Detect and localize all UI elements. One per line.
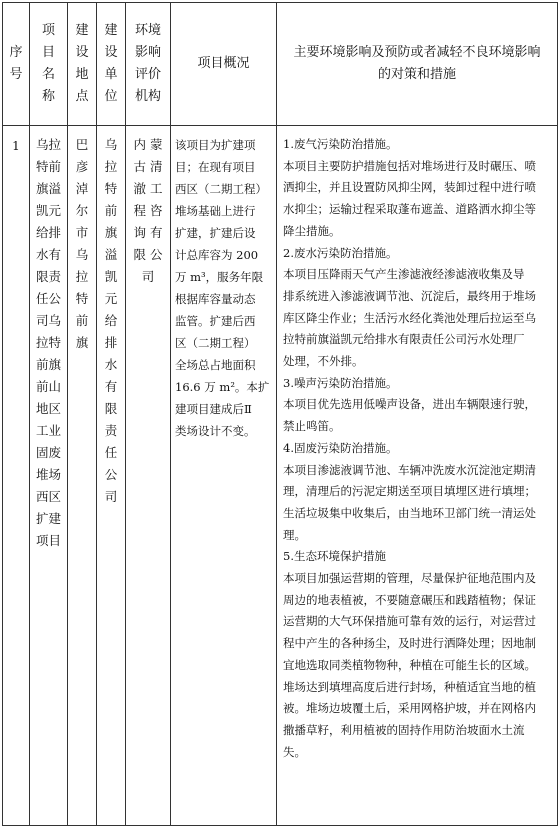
measure-line: 生活垃圾集中收集后，由当地环卫部门统一清运处	[283, 505, 536, 520]
measure-line: 理，清理后的污泥定期送至项目填埋区进行填埋；	[283, 484, 536, 499]
cell-measures	[277, 126, 558, 826]
cell-seq: 1	[3, 126, 30, 826]
project-table	[2, 2, 558, 826]
unit-char: 有	[104, 379, 118, 394]
header-overview: 项目概况	[171, 3, 277, 126]
measure-line: 1.废气污染防治措施。	[283, 137, 398, 151]
measure-line: 本项目加强运营期的管理，尽量保护征地范围内及	[283, 571, 536, 586]
location-char: 旗	[75, 335, 89, 350]
measure-line: 理。	[283, 527, 306, 542]
unit-char: 前	[104, 203, 118, 218]
header-project-name	[30, 3, 68, 126]
eia-agency-line: 司	[141, 269, 155, 284]
project-name-line: 限责	[35, 269, 61, 284]
eia-agency-line: 澈 工	[133, 181, 163, 196]
project-name-line: 给排	[35, 225, 61, 240]
measure-line: 5.生态环境保护措施	[283, 549, 386, 564]
header-char: 目	[41, 45, 55, 60]
eia-agency-line: 程 咨	[133, 203, 163, 218]
location-char: 尔	[75, 203, 89, 218]
measure-line: 被。堆场边坡覆土后，采用网格护坡，并在网格内	[283, 701, 536, 716]
header-char: 称	[41, 89, 55, 104]
header-char: 名	[41, 67, 55, 82]
project-name-line: 拉特	[35, 335, 61, 350]
unit-char: 司	[104, 489, 118, 504]
overview-line: 全场总占地面积	[175, 358, 256, 372]
project-name-line: 凯元	[35, 203, 61, 218]
location-char: 乌	[75, 247, 89, 262]
header-unit	[97, 3, 126, 126]
overview-line: 万 m³，服务年限	[175, 270, 264, 284]
cell-overview	[171, 126, 277, 826]
overview-line: 类场设计不变。	[175, 424, 256, 438]
measure-line: 运营期的大气环保措施可靠有效的运行，对运营过	[283, 614, 536, 629]
project-name-line: 工业	[35, 423, 61, 438]
project-name-line: 水有	[35, 247, 61, 262]
project-name-line: 司乌	[35, 313, 61, 328]
eia-agency-line: 内 蒙	[133, 137, 163, 152]
unit-char: 元	[104, 291, 118, 306]
measure-line: 失。	[283, 744, 306, 759]
header-char: 序	[9, 45, 23, 60]
project-name-line: 项目	[35, 533, 61, 548]
header-location	[68, 3, 97, 126]
header-char: 建	[104, 23, 118, 38]
unit-char: 任	[104, 445, 118, 460]
overview-line: 计总库容为 200	[175, 248, 259, 262]
cell-unit	[97, 126, 126, 826]
project-name-line: 前山	[35, 379, 61, 394]
unit-char: 公	[104, 467, 118, 482]
measure-line: 拉特前旗溢凯元给排水有限责任公司污水处理厂	[283, 332, 525, 347]
project-name-line: 前旗	[35, 357, 61, 372]
header-char: 设	[75, 45, 89, 60]
project-name-line: 旗溢	[35, 181, 61, 196]
location-char: 淖	[75, 181, 89, 196]
measure-line: 库区降尘作业；生活污水经化粪池处理后拉运至乌	[283, 310, 536, 325]
measure-line: 排系统进入渗滤液调节池、沉淀后，最终用于堆场	[283, 288, 536, 303]
measure-line: 降尘措施。	[283, 223, 341, 238]
measure-line: 程中产生的各种扬尘，及时进行洒降处理；因地制	[283, 636, 536, 651]
project-name-line: 地区	[35, 401, 61, 416]
header-char: 单	[104, 67, 118, 82]
measure-line: 撒播草籽，利用植被的固持作用防治坡面水土流	[283, 722, 525, 737]
unit-char: 给	[104, 313, 118, 328]
overview-line: 16.6 万 m²。本扩	[175, 380, 270, 394]
eia-agency-line: 古 清	[133, 159, 163, 174]
measure-line: 堆场达到填埋高度后进行封场，种植适宜当地的植	[283, 679, 536, 694]
cell-project-name	[30, 126, 68, 826]
measure-line: 2.废水污染防治措施。	[283, 245, 398, 260]
project-name-line: 堆场	[35, 467, 61, 482]
eia-agency-line: 限 公	[133, 247, 163, 262]
project-name-line: 西区	[35, 489, 61, 504]
header-measures: 主要环境影响及预防或者减轻不良环境影响的对策和措施	[277, 3, 558, 126]
unit-char: 水	[104, 357, 118, 372]
project-name-line: 乌拉	[35, 137, 61, 152]
location-char: 前	[75, 313, 89, 328]
cell-location	[68, 126, 97, 826]
location-char: 市	[75, 225, 89, 240]
unit-char: 特	[104, 181, 118, 196]
measure-line: 处理，不外排。	[283, 354, 364, 369]
measure-line: 禁止鸣笛。	[283, 419, 341, 434]
measure-line: 本项目优先选用低噪声设备，进出车辆限速行驶，	[283, 397, 536, 412]
unit-char: 责	[104, 423, 118, 438]
project-name-line: 扩建	[35, 511, 61, 526]
location-char: 特	[75, 291, 89, 306]
unit-char: 排	[104, 335, 118, 350]
location-char: 拉	[75, 269, 89, 284]
header-char: 地	[75, 67, 89, 82]
header-row	[3, 3, 558, 126]
project-name-line: 特前	[35, 159, 61, 174]
overview-line: 根据库容量动态	[175, 292, 256, 306]
unit-char: 乌	[104, 137, 118, 152]
overview-line: 目；在现有项目	[175, 160, 256, 174]
header-char: 建	[75, 23, 89, 38]
overview-line: 该项目为扩建项	[175, 138, 256, 152]
project-name-line: 固废	[35, 445, 61, 460]
header-char: 号	[9, 67, 23, 82]
overview-line: 西区（二期工程）	[175, 182, 267, 196]
measure-line: 周边的地表植被，不要随意碾压和践踏植物；保证	[283, 592, 536, 607]
header-char: 点	[75, 89, 89, 104]
overview-line: 扩建，扩建后设	[175, 226, 256, 240]
header-char: 设	[104, 45, 118, 60]
unit-char: 溢	[104, 247, 118, 262]
measure-line: 本项目压降雨天气产生渗滤液经渗滤液收集及导	[283, 267, 525, 282]
header-seq	[3, 3, 30, 126]
eia-agency-line: 询 有	[133, 225, 163, 240]
project-name-line: 任公	[35, 291, 61, 306]
measure-line: 水抑尘；运输过程采取蓬布遮盖、道路洒水抑尘等	[283, 202, 536, 217]
measure-line: 洒抑尘，并且设置防风抑尘网，装卸过程中进行喷	[283, 180, 536, 195]
location-char: 彦	[75, 159, 89, 174]
unit-char: 拉	[104, 159, 118, 174]
table-row	[3, 126, 558, 826]
cell-eia-agency	[126, 126, 171, 826]
unit-char: 旗	[104, 225, 118, 240]
measure-line: 3.噪声污染防治措施。	[283, 375, 398, 390]
overview-line: 堆场基础上进行	[175, 204, 256, 218]
measure-line: 4.固废污染防治措施。	[283, 440, 398, 455]
unit-char: 凯	[104, 269, 118, 284]
overview-line: 区（二期工程）	[175, 336, 256, 350]
header-eia-agency: 环境影响评价机构	[126, 3, 171, 126]
overview-line: 监管。扩建后西	[175, 314, 256, 328]
header-char: 位	[104, 89, 118, 104]
measure-line: 本项目主要防护措施包括对堆场进行及时碾压、喷	[283, 158, 536, 173]
header-char: 项	[41, 23, 55, 38]
measure-line: 宜地选取同类植物物种，种植在可能生长的区域。	[283, 657, 536, 672]
overview-line: 建项目建成后Ⅱ	[175, 402, 252, 416]
unit-char: 限	[104, 401, 118, 416]
measure-line: 本项目渗滤液调节池、车辆冲洗废水沉淀池定期清	[283, 462, 536, 477]
location-char: 巴	[75, 137, 89, 152]
